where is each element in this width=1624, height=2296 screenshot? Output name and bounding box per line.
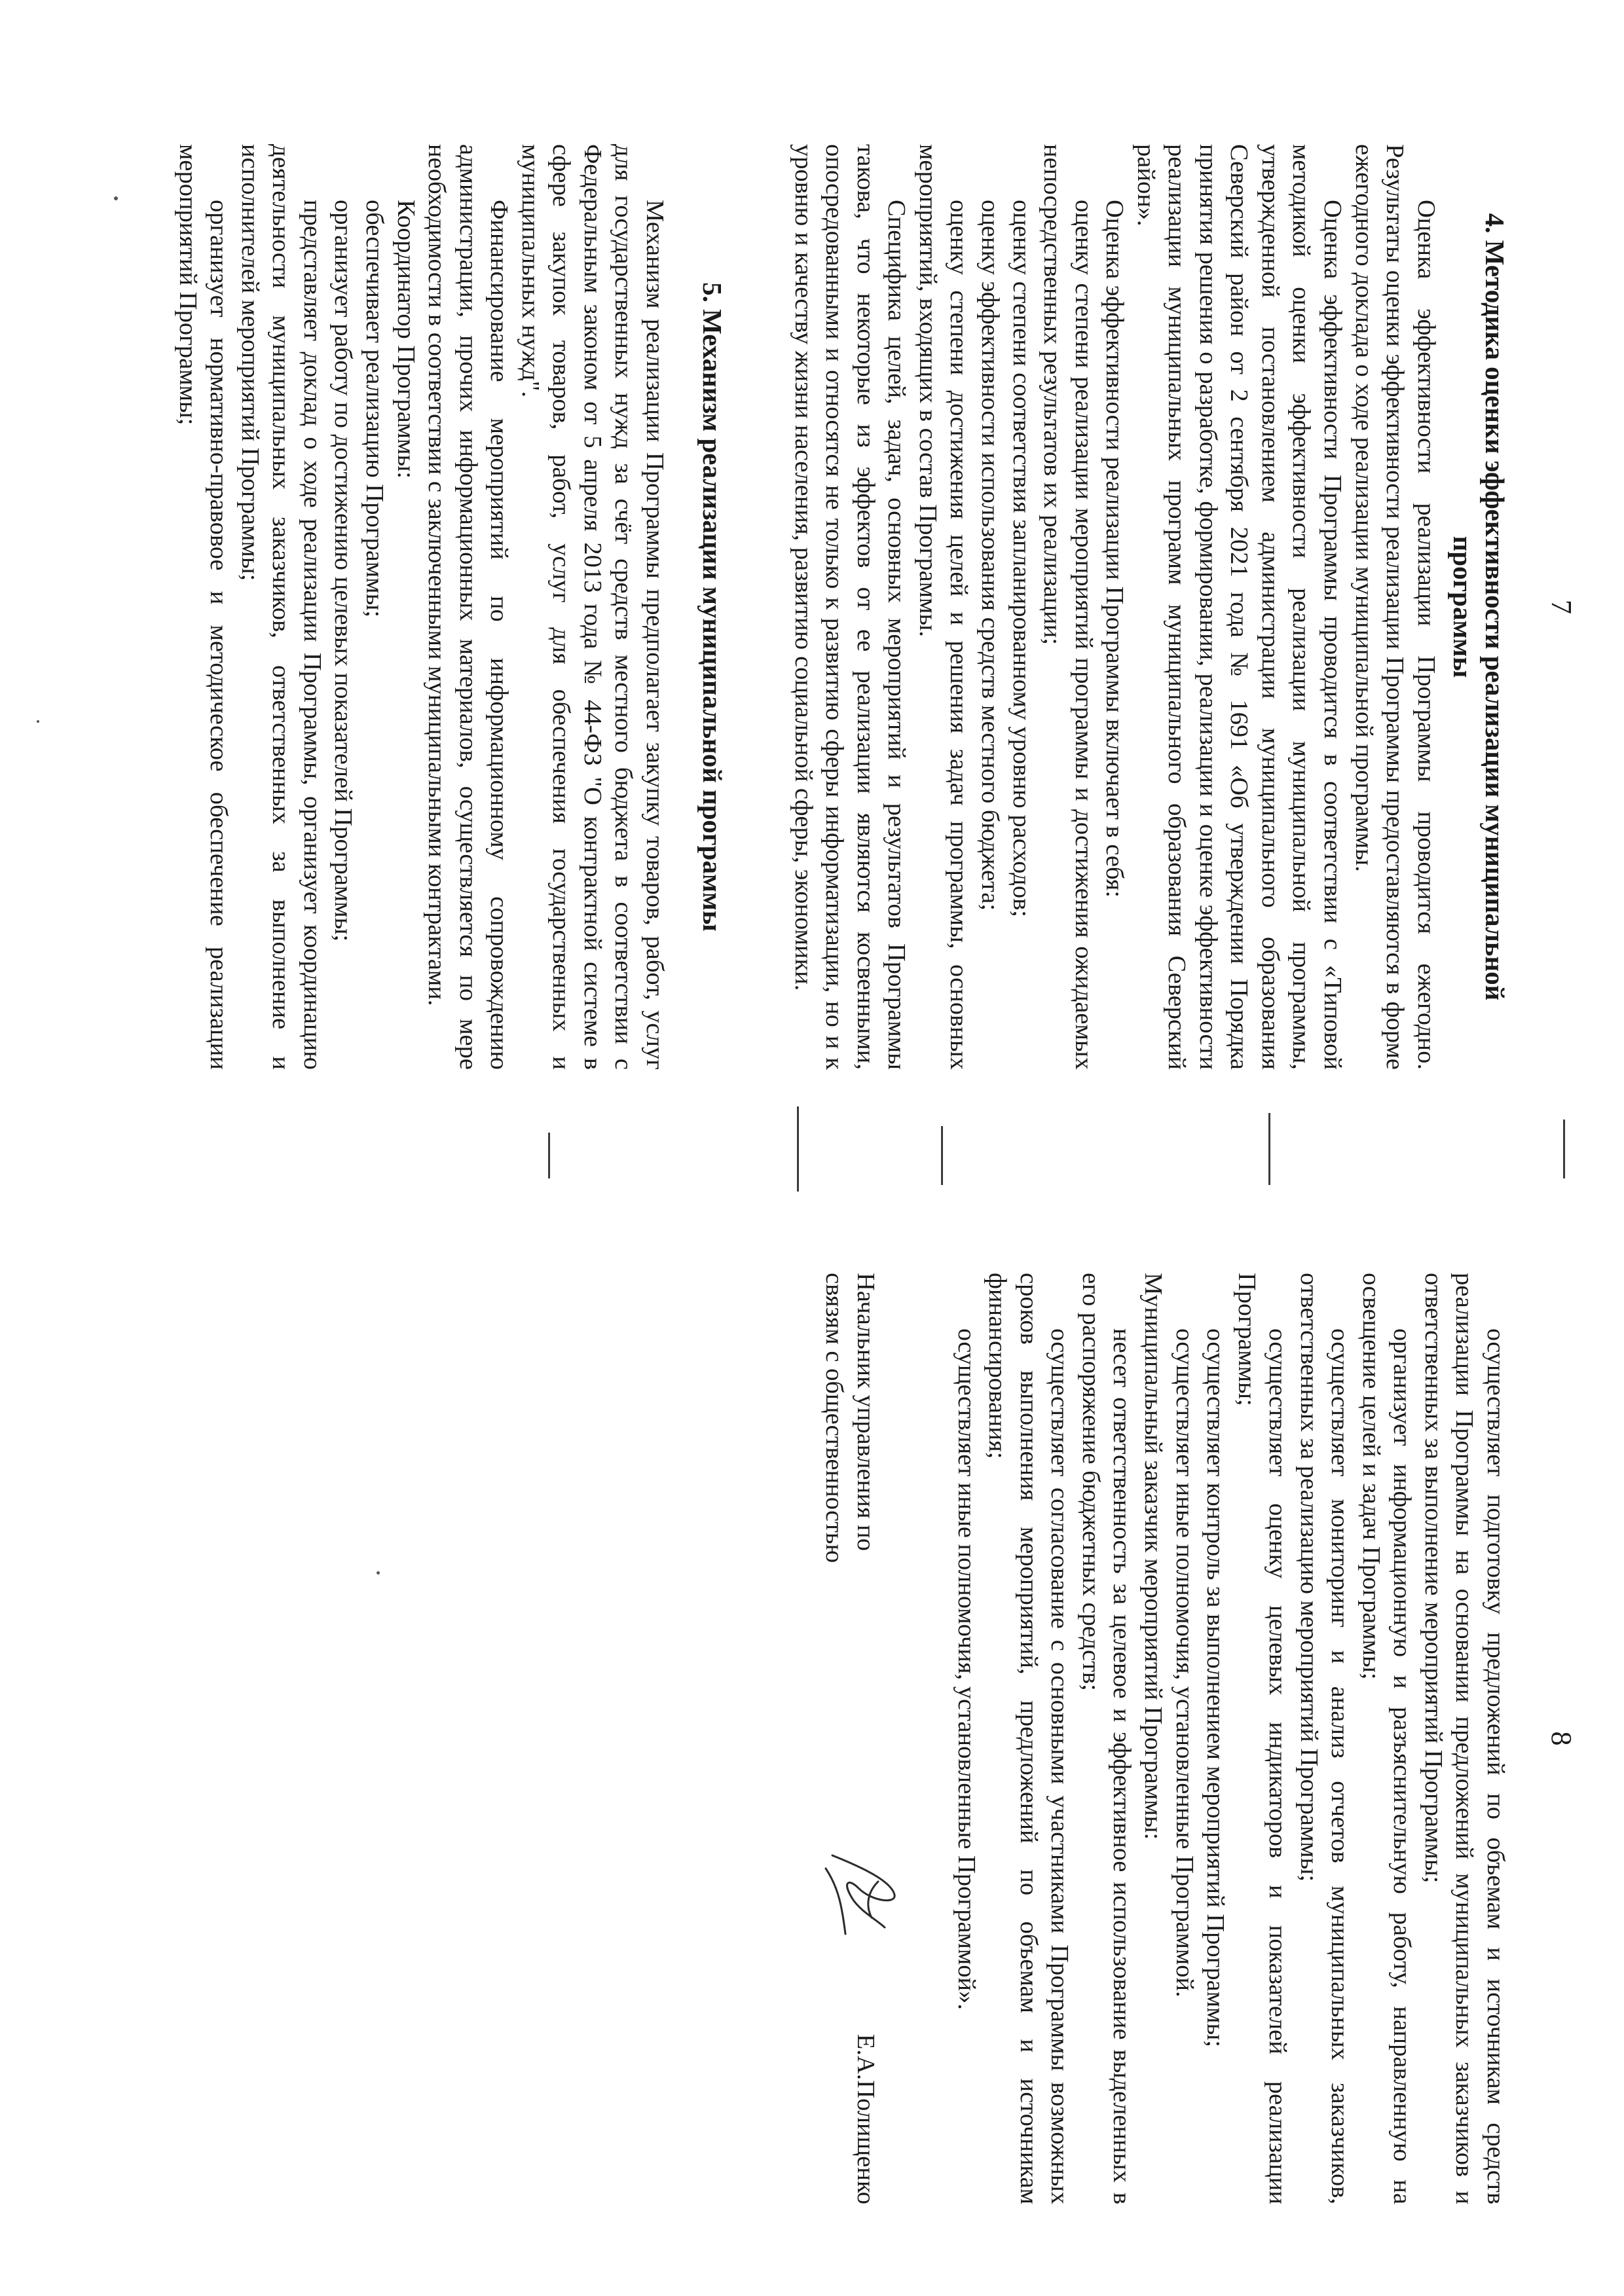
scan-artifact-line [1563, 1120, 1565, 1178]
page-8-list-item: несет ответственность за целевое и эффективное использование выделенных в его распоряжение бюджетных средств; [1077, 1273, 1136, 2204]
section-5-paragraph: Механизм реализации Программы предполагает закупку товаров, работ, услуг для государственных нужд за счёт средств местного бюджета в соответствии с Федеральным законом от 5 апреля 2013 года № 44-ФЗ "О контрактной системе в сфере закупок товаров, работ, услуг для обеспечения государственных и муниципальных нужд". [516, 144, 669, 1070]
signatory-title [819, 1273, 881, 1796]
page-8-list-item: осуществляет подготовку предложений по объемам и источникам средств реализации Программы на основании предложений муниципальных заказчиков и ответственных за выполнение мероприятий Программы; [1419, 1273, 1509, 2204]
page-8-list-item: осуществляет контроль за выполнением мероприятий Программы; [1202, 1328, 1230, 2048]
section-5-list-item: обеспечивает реализацию Программы; [361, 200, 389, 618]
page-8-paragraph: Муниципальный заказчик мероприятий Программы: [1139, 1273, 1167, 1840]
scan-speck [37, 720, 39, 723]
scan-artifact-line [941, 1126, 943, 1185]
section-5-list-item: организует нормативно-правовое и методическое обеспечение реализации мероприятий Программы; [174, 144, 233, 1070]
page-8-body [950, 1273, 1511, 2204]
page-8 [0, 1148, 1624, 2296]
section-5-body [172, 144, 670, 1070]
page-8-list-item: организует информационную и разъяснительную работу, направленную на освещение целей и задач Программы; [1357, 1273, 1416, 2204]
section-4-paragraph: Оценка эффективности реализации Программы проводится ежегодно. Результаты оценки эффективности реализации Программы предоставляются в форме ежегодного доклада о ходе реализации муниципальной программы. [1350, 144, 1440, 1070]
page-number-8: 8 [1545, 1731, 1578, 1746]
section-4-heading: 4. Методика оценки эффективности реализации муниципальной программы [1447, 213, 1510, 1001]
section-4-paragraph: Оценка эффективности Программы проводится в соответствии с «Типовой методикой оценки эффективности реализации муниципальной программы, утвержденной постановлением администрации муниципального образования Северский район от 2 сентября 2021 года № 1691 «Об утверждении Порядка принятия решения о разработке, формировании, реализации и оценке эффективности реализации муниципальных программ муниципального образования Северский район». [1132, 144, 1346, 1070]
section-4-paragraph: Специфика целей, задач, основных мероприятий и результатов Программы такова, что некоторые из эффектов от ее реализации являются косвенными, опосредованными и относятся не только к развитию сферы информатизации, но и к уровню и качеству жизни населения, развитию социальной сферы, экономики. [789, 144, 911, 1070]
section-4-list-item: оценку степени соответствия запланированному уровню расходов; [1007, 200, 1035, 917]
section-5-list-item: организует работу по достижению целевых показателей Программы; [329, 200, 358, 942]
section-4-body [787, 144, 1441, 1070]
scan-speck [114, 196, 118, 200]
page-8-list-item: осуществляет мониторинг и анализ отчетов муниципальных заказчиков, ответственных за реализацию мероприятий Программы; [1295, 1273, 1354, 2204]
handwritten-signature [813, 1842, 904, 1941]
signatory-title-line: связям с общественностью [821, 1273, 849, 1563]
scan-artifact-line [1268, 1113, 1270, 1185]
page-number-7: 7 [1545, 600, 1578, 614]
scan-speck [377, 1571, 380, 1575]
section-5-paragraph: Координатор Программы: [392, 200, 420, 479]
section-4-list-item: оценку степени реализации мероприятий программы и достижения ожидаемых непосредственных результатов их реализации; [1039, 144, 1098, 1070]
section-4-paragraph: Оценка эффективности реализации Программы включает в себя: [1101, 200, 1129, 898]
page-8-list-item: осуществляет иные полномочия, установленные Программой. [1170, 1328, 1198, 1997]
page-8-list-item: осуществляет оценку целевых индикаторов и показателей реализации Программы; [1232, 1273, 1292, 2204]
page-8-list-item: осуществляет согласование с основными участниками Программы возможных сроков выполнения мероприятий, предложений по объемам и источникам финансирования; [984, 1273, 1074, 2204]
signatory-name: Е.А.Полищенко [852, 2033, 880, 2204]
signature-block [750, 1273, 881, 2204]
section-4-list-item: оценку эффективности использования средств местного бюджета; [976, 200, 1004, 911]
section-5-heading: 5. Механизм реализации муниципальной программы [697, 282, 728, 932]
section-5-list-item: представляет доклад о ходе реализации Программы, организует координацию деятельности муниципальных заказчиков, ответственных за выполнение и исполнителей мероприятий Программы; [236, 144, 326, 1070]
scan-artifact-line [548, 1133, 550, 1178]
section-5-paragraph: Финансирование мероприятий по информационному сопровождению администрации, прочих информационных материалов, осуществляется по мере необходимости в соответствии с заключенными муниципальными контрактами. [423, 144, 513, 1070]
page-8-list-item: осуществляет иные полномочия, установленные Программой». [952, 1328, 980, 2011]
section-4-list-item: оценку степени достижения целей и решения задач программы, основных мероприятий, входящих в состав Программы. [913, 144, 973, 1070]
signatory-title-line: Начальник управления по [852, 1273, 880, 1552]
scan-artifact-line [797, 1106, 799, 1192]
